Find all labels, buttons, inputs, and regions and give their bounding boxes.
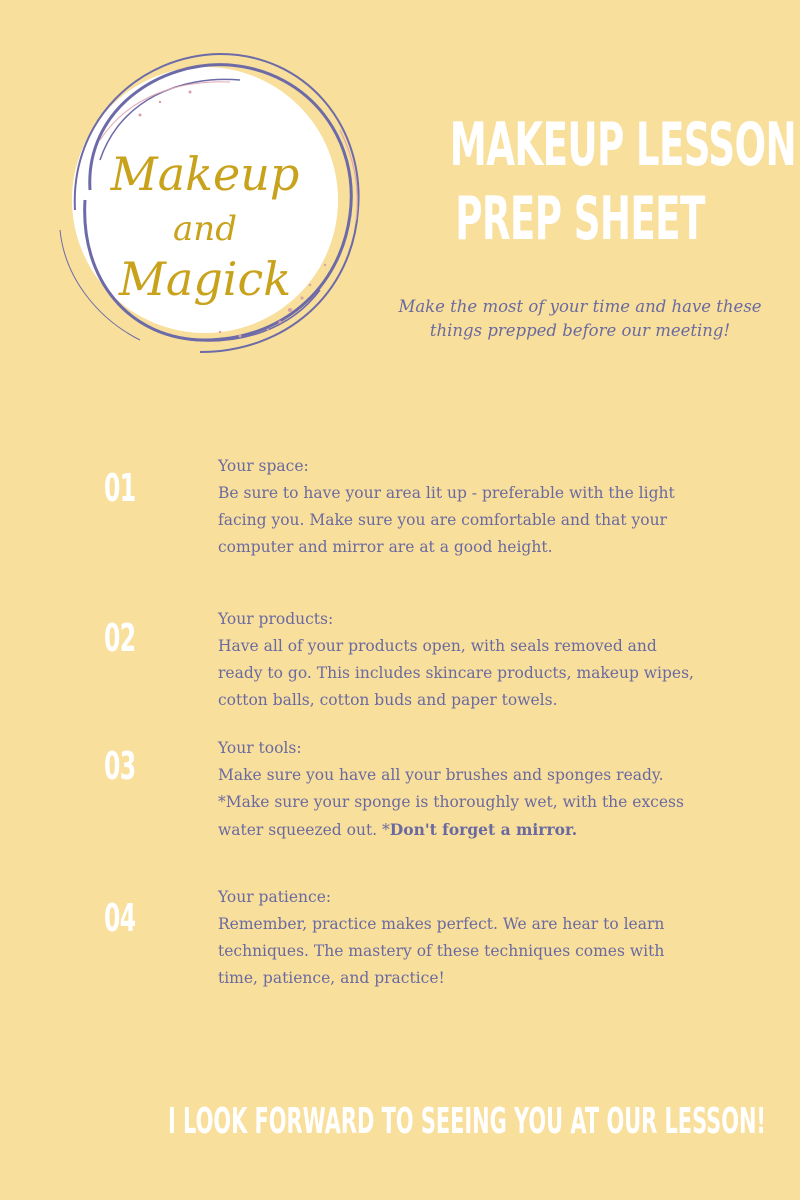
step-03	[218, 735, 698, 844]
title-line2: PREP SHEET	[455, 184, 705, 254]
step-01	[218, 453, 698, 561]
step-number-01: 01	[104, 466, 136, 510]
logo-line1: Makeup	[110, 147, 300, 201]
step-number-03: 03	[104, 744, 136, 788]
step-number-02: 02	[104, 616, 136, 660]
subtitle: Make the most of your time and have these things prepped before our meeting!	[398, 297, 762, 340]
step-04-text: Remember, practice makes perfect. We are hear to learn techniques. The mastery of these techniques comes with time, patience, and practice!	[218, 915, 665, 987]
footer-message: I LOOK FORWARD TO SEEING YOU AT OUR LESSON!	[168, 1101, 766, 1142]
logo	[40, 40, 370, 370]
step-02-heading: Your products:	[218, 610, 334, 628]
logo-line3: Magick	[118, 252, 292, 306]
step-01-text: Be sure to have your area lit up - preferable with the light facing you. Make sure you are comfortable and that your computer and mirror are at a good height.	[218, 484, 675, 556]
step-number-04: 04	[104, 896, 136, 940]
page-title	[449, 108, 797, 256]
title-line1: MAKEUP LESSON	[449, 110, 797, 180]
step-04-heading: Your patience:	[218, 888, 332, 906]
step-03-heading: Your tools:	[218, 739, 302, 757]
step-03-bold-text: Don't forget a mirror.	[389, 820, 578, 839]
step-02	[218, 606, 698, 714]
step-03-text: Make sure you have all your brushes and sponges ready. *Make sure your sponge is thoroughly wet, with the excess water squeezed out. *	[218, 766, 684, 839]
logo-line2: and	[173, 209, 237, 249]
brush-circle-logo-icon	[40, 40, 370, 370]
step-01-heading: Your space:	[218, 457, 309, 475]
step-04	[218, 884, 698, 992]
step-02-text: Have all of your products open, with seals removed and ready to go. This includes skincare products, makeup wipes, cotton balls, cotton buds and paper towels.	[218, 637, 694, 709]
